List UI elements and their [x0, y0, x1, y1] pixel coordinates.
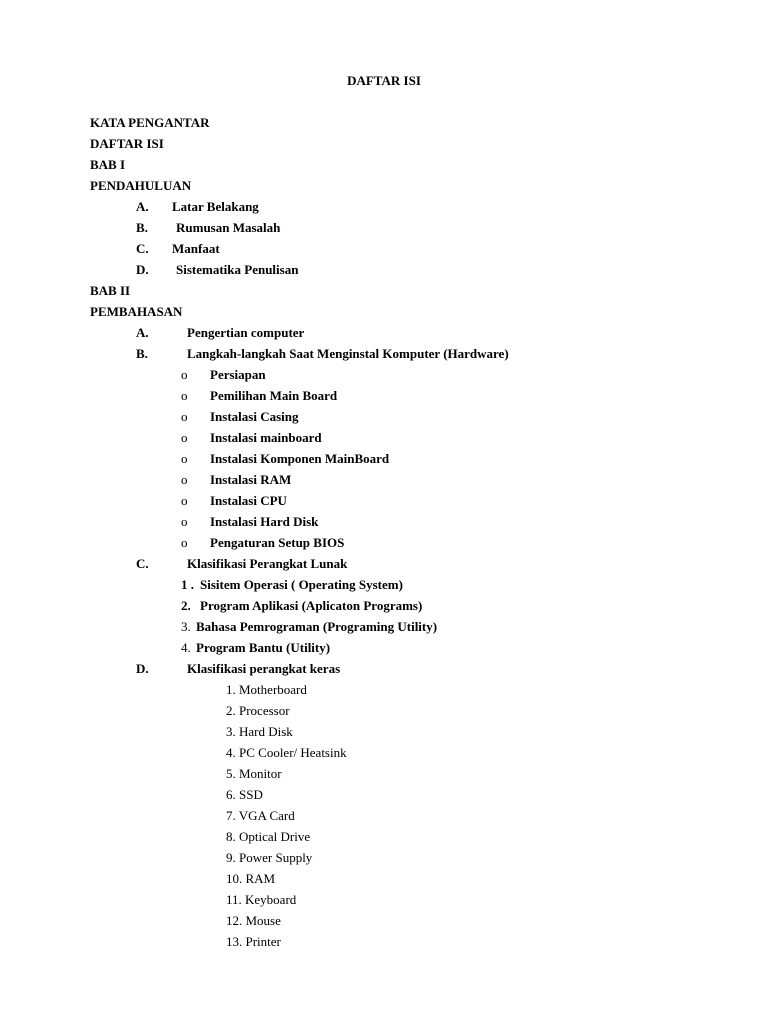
hardware-item: 5. Monitor [226, 766, 282, 781]
bab1-item-text: Sistematika Penulisan [176, 262, 299, 277]
bullet-text: Instalasi Komponen MainBoard [210, 451, 390, 466]
bab1-item-text: Manfaat [172, 241, 220, 256]
bullet-text: Instalasi Casing [210, 409, 299, 424]
bullet-text: Persiapan [210, 367, 266, 382]
hardware-item: 13. Printer [226, 934, 281, 949]
hardware-item: 10. RAM [226, 871, 276, 886]
page-title: DAFTAR ISI [347, 73, 421, 88]
software-item-number: 2. [181, 598, 191, 613]
heading-pendahuluan: PENDAHULUAN [90, 178, 192, 193]
heading-bab1: BAB I [90, 157, 126, 172]
bab2-item-letter: C. [136, 556, 149, 571]
software-item-text: Program Bantu (Utility) [196, 640, 331, 655]
bab1-item-text: Latar Belakang [172, 199, 259, 214]
bullet-marker: o [181, 367, 188, 382]
bullet-marker: o [181, 409, 188, 424]
hardware-item: 7. VGA Card [226, 808, 295, 823]
bullet-marker: o [181, 514, 188, 529]
bullet-text: Instalasi Hard Disk [210, 514, 319, 529]
bab1-item-letter: B. [136, 220, 148, 235]
hardware-item: 9. Power Supply [226, 850, 313, 865]
hardware-item: 1. Motherboard [226, 682, 307, 697]
bullet-text: Pengaturan Setup BIOS [210, 535, 345, 550]
heading-kata-pengantar: KATA PENGANTAR [90, 115, 210, 130]
bullet-text: Instalasi mainboard [210, 430, 322, 445]
bullet-text: Instalasi RAM [210, 472, 292, 487]
hardware-item: 6. SSD [226, 787, 263, 802]
software-item-text: Sisitem Operasi ( Operating System) [200, 577, 403, 592]
bab2-item-text: Klasifikasi perangkat keras [187, 661, 341, 676]
bab1-item-text: Rumusan Masalah [176, 220, 281, 235]
bullet-text: Pemilihan Main Board [210, 388, 338, 403]
bab2-item-text: Klasifikasi Perangkat Lunak [187, 556, 348, 571]
bab2-item-letter: A. [136, 325, 149, 340]
bab2-item-text: Langkah-langkah Saat Menginstal Komputer (Hardware) [187, 346, 509, 361]
bullet-marker: o [181, 493, 188, 508]
heading-pembahasan: PEMBAHASAN [90, 304, 183, 319]
hardware-item: 11. Keyboard [226, 892, 297, 907]
software-item-number: 3. [181, 619, 191, 634]
hardware-item: 2. Processor [226, 703, 290, 718]
hardware-item: 12. Mouse [226, 913, 281, 928]
bab2-item-text: Pengertian computer [187, 325, 305, 340]
bullet-marker: o [181, 388, 188, 403]
software-item-text: Bahasa Pemrograman (Programing Utility) [196, 619, 438, 634]
bullet-marker: o [181, 535, 188, 550]
bab1-item-letter: D. [136, 262, 149, 277]
bullet-marker: o [181, 430, 188, 445]
bab2-item-letter: B. [136, 346, 148, 361]
bab2-item-letter: D. [136, 661, 149, 676]
heading-bab2: BAB II [90, 283, 131, 298]
bullet-marker: o [181, 472, 188, 487]
bab1-item-letter: A. [136, 199, 149, 214]
hardware-item: 4. PC Cooler/ Heatsink [226, 745, 347, 760]
software-item-number: 1 . [181, 577, 194, 592]
hardware-item: 3. Hard Disk [226, 724, 293, 739]
heading-daftar-isi: DAFTAR ISI [90, 136, 164, 151]
bullet-text: Instalasi CPU [210, 493, 287, 508]
hardware-item: 8. Optical Drive [226, 829, 311, 844]
software-item-number: 4. [181, 640, 191, 655]
bab1-item-letter: C. [136, 241, 149, 256]
software-item-text: Program Aplikasi (Aplicaton Programs) [200, 598, 423, 613]
bullet-marker: o [181, 451, 188, 466]
